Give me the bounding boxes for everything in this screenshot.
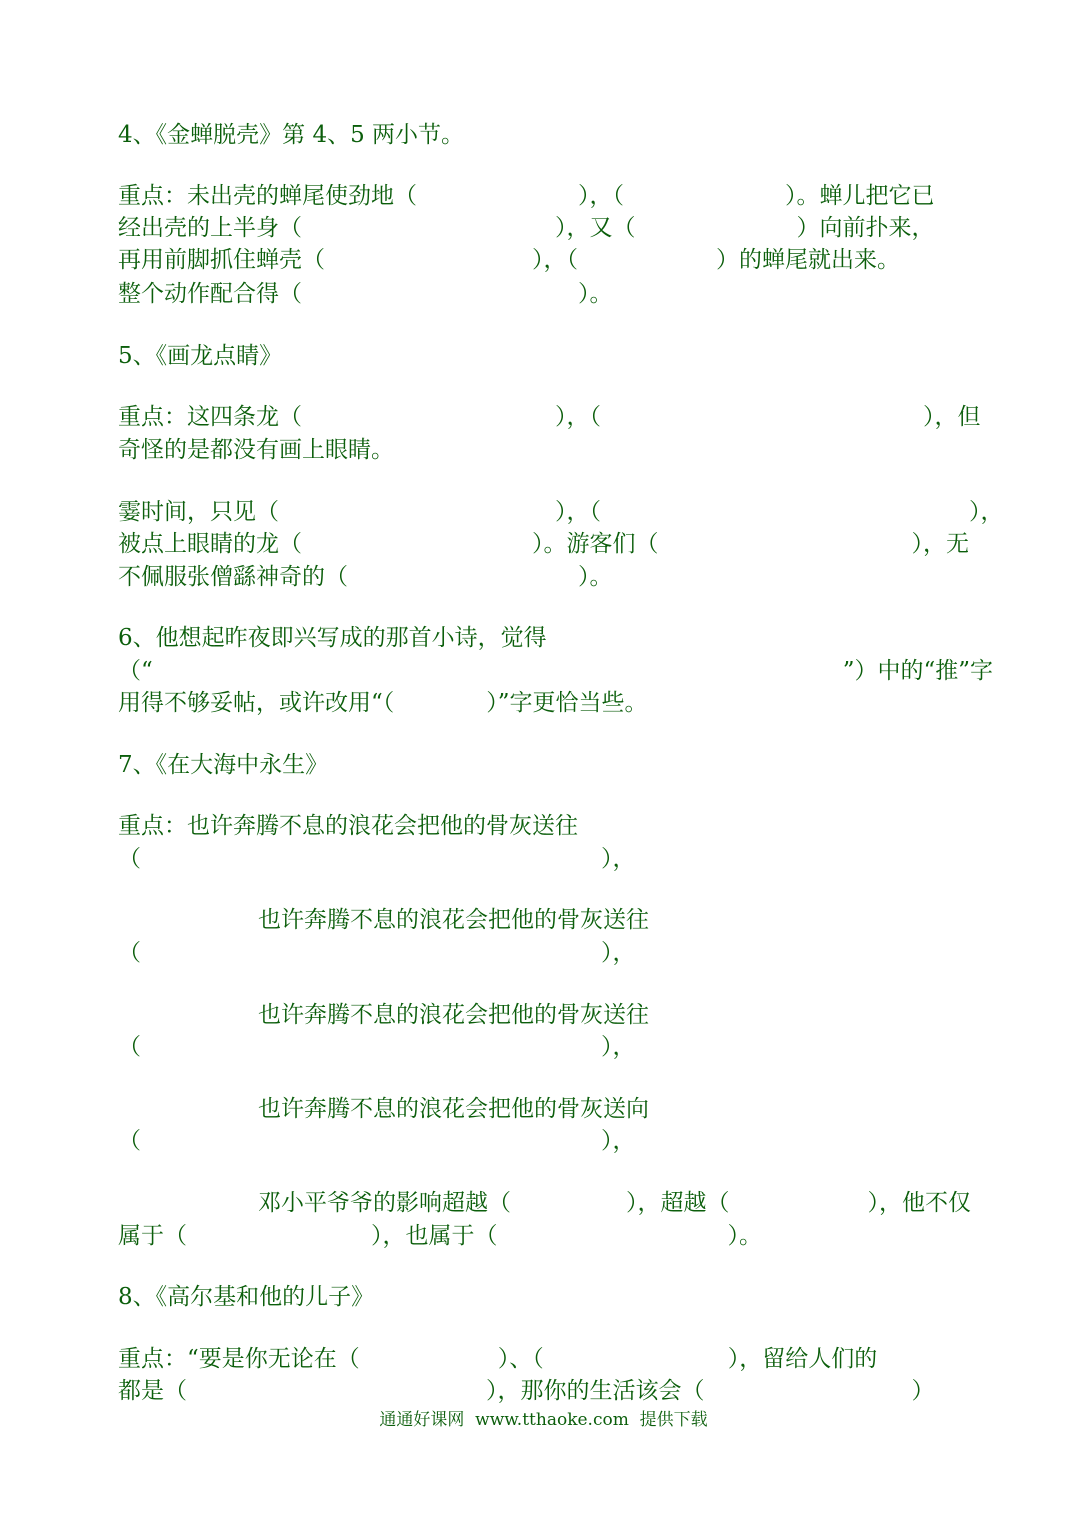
text-line: （ ）， xyxy=(118,1034,636,1060)
text-line: 8、《高尔基和他的儿子》 xyxy=(118,1284,375,1310)
text-line: 也许奔腾不息的浪花会把他的骨灰送往 xyxy=(258,1002,649,1028)
text-line: 7、《在大海中永生》 xyxy=(118,752,329,778)
text-line: 经出壳的上半身（ ），又（ ）向前扑来， xyxy=(118,215,935,241)
text-line: （ ）， xyxy=(118,1128,636,1154)
text-line: 不佩服张僧繇神奇的（ ）。 xyxy=(118,564,613,590)
text-line: 4、《金蝉脱壳》第 4、5 两小节。 xyxy=(118,122,465,148)
text-line: 被点上眼睛的龙（ ）。游客们（ ），无 xyxy=(118,531,969,557)
text-line: 也许奔腾不息的浪花会把他的骨灰送往 xyxy=(258,907,649,933)
text-line: 都是（ ），那你的生活该会（ ） xyxy=(118,1378,935,1404)
text-line: 用得不够妥帖，或许改用“（ ）”字更恰当些。 xyxy=(118,690,648,716)
text-line: 邓小平爷爷的影响超越（ ），超越（ ），他不仅 xyxy=(258,1190,971,1216)
text-line: 重点：未出壳的蝉尾使劲地（ ），（ ）。蝉儿把它已 xyxy=(118,183,935,209)
text-line: 重点：“要是你无论在（ ）、（ ），留给人们的 xyxy=(118,1346,878,1372)
text-line: 也许奔腾不息的浪花会把他的骨灰送向 xyxy=(258,1096,649,1122)
text-line: （ ）， xyxy=(118,846,636,872)
text-line: 霎时间，只见（ ），（ ）， xyxy=(118,499,1004,525)
text-line: 重点：也许奔腾不息的浪花会把他的骨灰送往 xyxy=(118,813,578,839)
text-line: 6、他想起昨夜即兴写成的那首小诗，觉得 xyxy=(118,625,547,651)
text-line: 5、《画龙点睛》 xyxy=(118,343,283,369)
text-line: 奇怪的是都没有画上眼睛。 xyxy=(118,437,394,463)
text-line: 重点：这四条龙（ ），（ ），但 xyxy=(118,404,981,430)
text-line: 属于（ ），也属于（ ）。 xyxy=(118,1223,762,1249)
text-line: 整个动作配合得（ ）。 xyxy=(118,281,613,307)
text-line: 再用前脚抓住蝉壳（ ），（ ）的蝉尾就出来。 xyxy=(118,247,900,273)
text-line: （“ ”）中的“推”字 xyxy=(118,658,994,684)
text-line: （ ）， xyxy=(118,940,636,966)
page-footer: 通通好课网 www.tthaoke.com 提供下载 xyxy=(379,1410,708,1430)
